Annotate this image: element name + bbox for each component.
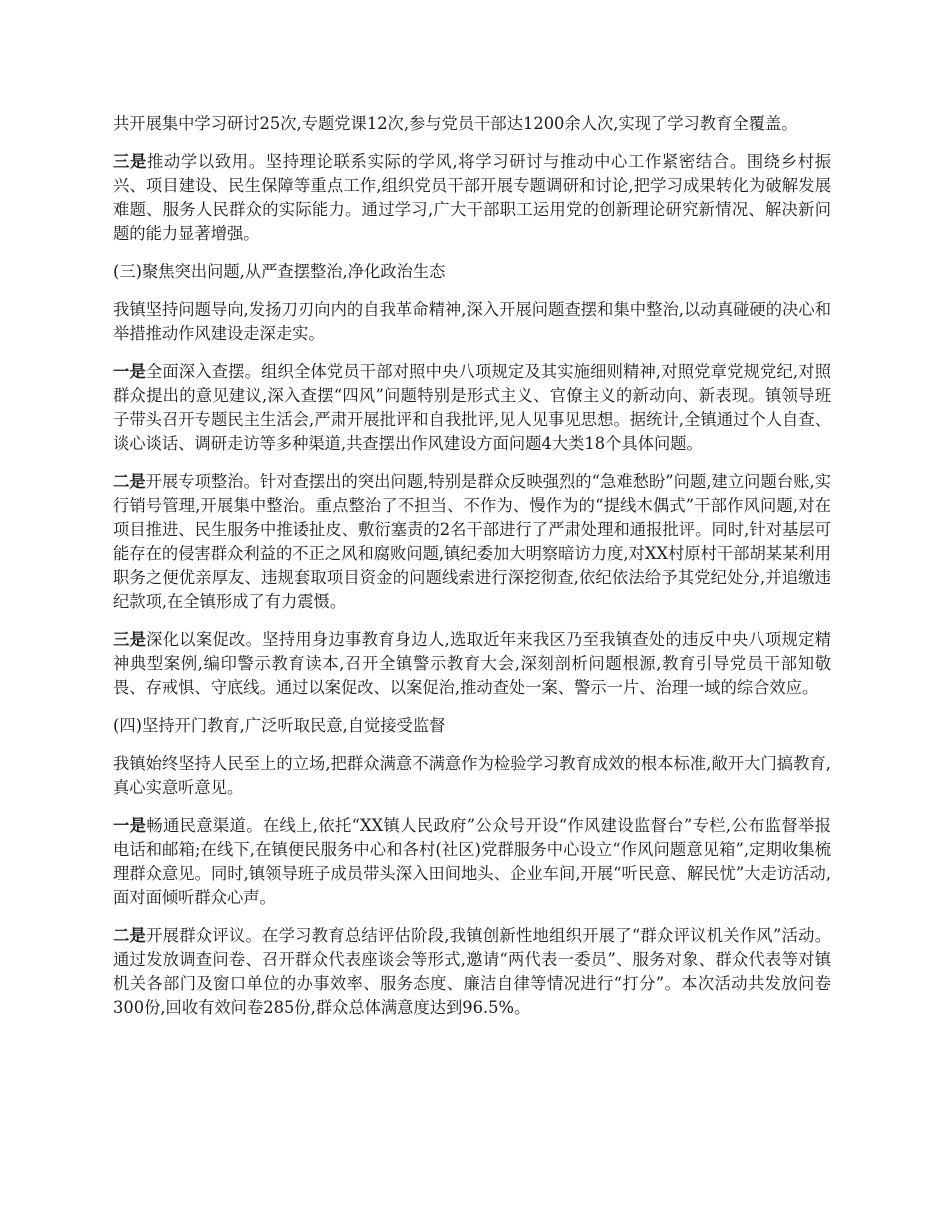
paragraph-thorough-check [113,360,831,456]
paragraph-lead: 二是 [113,472,146,491]
paragraph-people-first [113,752,831,800]
paragraph-text: 开展专项整治。针对查摆出的突出问题,特别是群众反映强烈的“急难愁盼”问题,建立问题台账,实行销号管理,开展集中整治。重点整治了不担当、不作为、慢作为的“提线木偶式”干部作风问题,对在项目推进、民生服务中推诿扯皮、敷衍塞责的2名干部进行了严肃处理和通报批评。同时,针对基层可能存在的侵害群众利益的不正之风和腐败问题,镇纪委加大明察暗访力度,对XX村原村干部胡某某利用职务之便优亲厚友、违规套取项目资金的问题线索进行深挖彻查,依纪依法给予其党纪处分,并追缴违纪款项,在全镇形成了有力震慑。 [113,472,831,611]
paragraph-special-rectification [113,470,831,614]
document-page [113,112,831,1034]
section-heading-3: (三)聚焦突出问题,从严查摆整治,净化政治生态 [113,262,446,281]
paragraph-text: 开展群众评议。在学习教育总结评估阶段,我镇创新性地组织开展了“群众评议机关作风”活动。通过发放调查问卷、召开群众代表座谈会等形式,邀请“两代表一委员”、服务对象、群众代表等对镇机关各部门及窗口单位的办事效率、服务态度、廉洁自律等情况进行“打分”。本次活动共发放问卷300份,回收有效问卷285份,群众总体满意度达到96.5%。 [113,926,831,1017]
paragraph-text: 共开展集中学习研讨25次,专题党课12次,参与党员干部达1200余人次,实现了学习教育全覆盖。 [113,114,798,133]
paragraph-problem-orientation [113,298,831,346]
paragraph-lead: 一是 [113,362,146,381]
paragraph-text: 全面深入查摆。组织全体党员干部对照中央八项规定及其实施细则精神,对照党章党规党纪,对照群众提出的意见建议,深入查摆“四风”问题特别是形式主义、官僚主义的新动向、新表现。镇领导班子带头召开专题民主生活会,严肃开展批评和自我批评,见人见事见思想。据统计,全镇通过个人自查、谈心谈话、调研走访等多种渠道,共查摆出作风建设方面问题4大类18个具体问题。 [113,362,831,453]
section-heading-4: (四)坚持开门教育,广泛听取民意,自觉接受监督 [113,716,446,735]
paragraph-text: 深化以案促改。坚持用身边事教育身边人,选取近年来我区乃至我镇查处的违反中央八项规定精神典型案例,编印警示教育读本,召开全镇警示教育大会,深刻剖析问题根源,教育引导党员干部知敬畏、存戒惧、守底线。通过以案促改、以案促治,推动查处一案、警示一片、治理一域的综合效应。 [113,630,831,697]
paragraph-case-reform [113,628,831,700]
paragraph-text: 我镇坚持问题导向,发扬刀刃向内的自我革命精神,深入开展问题查摆和集中整治,以动真碰硬的决心和举措推动作风建设走深走实。 [113,300,831,343]
paragraph-text: 畅通民意渠道。在线上,依托“XX镇人民政府”公众号开设“作风建设监督台”专栏,公布监督举报电话和邮箱;在线下,在镇便民服务中心和各村(社区)党群服务中心设立“作风问题意见箱”,定期收集梳理群众意见。同时,镇领导班子成员带头深入田间地头、企业车间,开展“听民意、解民忧”大走访活动,面对面倾听群众心声。 [113,816,831,907]
paragraph-text: 推动学以致用。坚持理论联系实际的学风,将学习研讨与推动中心工作紧密结合。围绕乡村振兴、项目建设、民生保障等重点工作,组织党员干部开展专题调研和讨论,把学习成果转化为破解发展难题、服务人民群众的实际能力。通过学习,广大干部职工运用党的创新理论研究新情况、解决新问题的能力显著增强。 [113,152,831,243]
paragraph-text: 我镇始终坚持人民至上的立场,把群众满意不满意作为检验学习教育成效的根本标准,敞开大门搞教育,真心实意听意见。 [113,754,831,797]
paragraph-apply-learning [113,150,831,246]
paragraph-public-evaluation [113,924,831,1020]
paragraph-study-summary [113,112,831,136]
paragraph-lead: 一是 [113,816,147,835]
paragraph-lead: 三是 [113,630,147,649]
paragraph-public-channels [113,814,831,910]
paragraph-lead: 三是 [113,152,147,171]
paragraph-lead: 二是 [113,926,147,945]
